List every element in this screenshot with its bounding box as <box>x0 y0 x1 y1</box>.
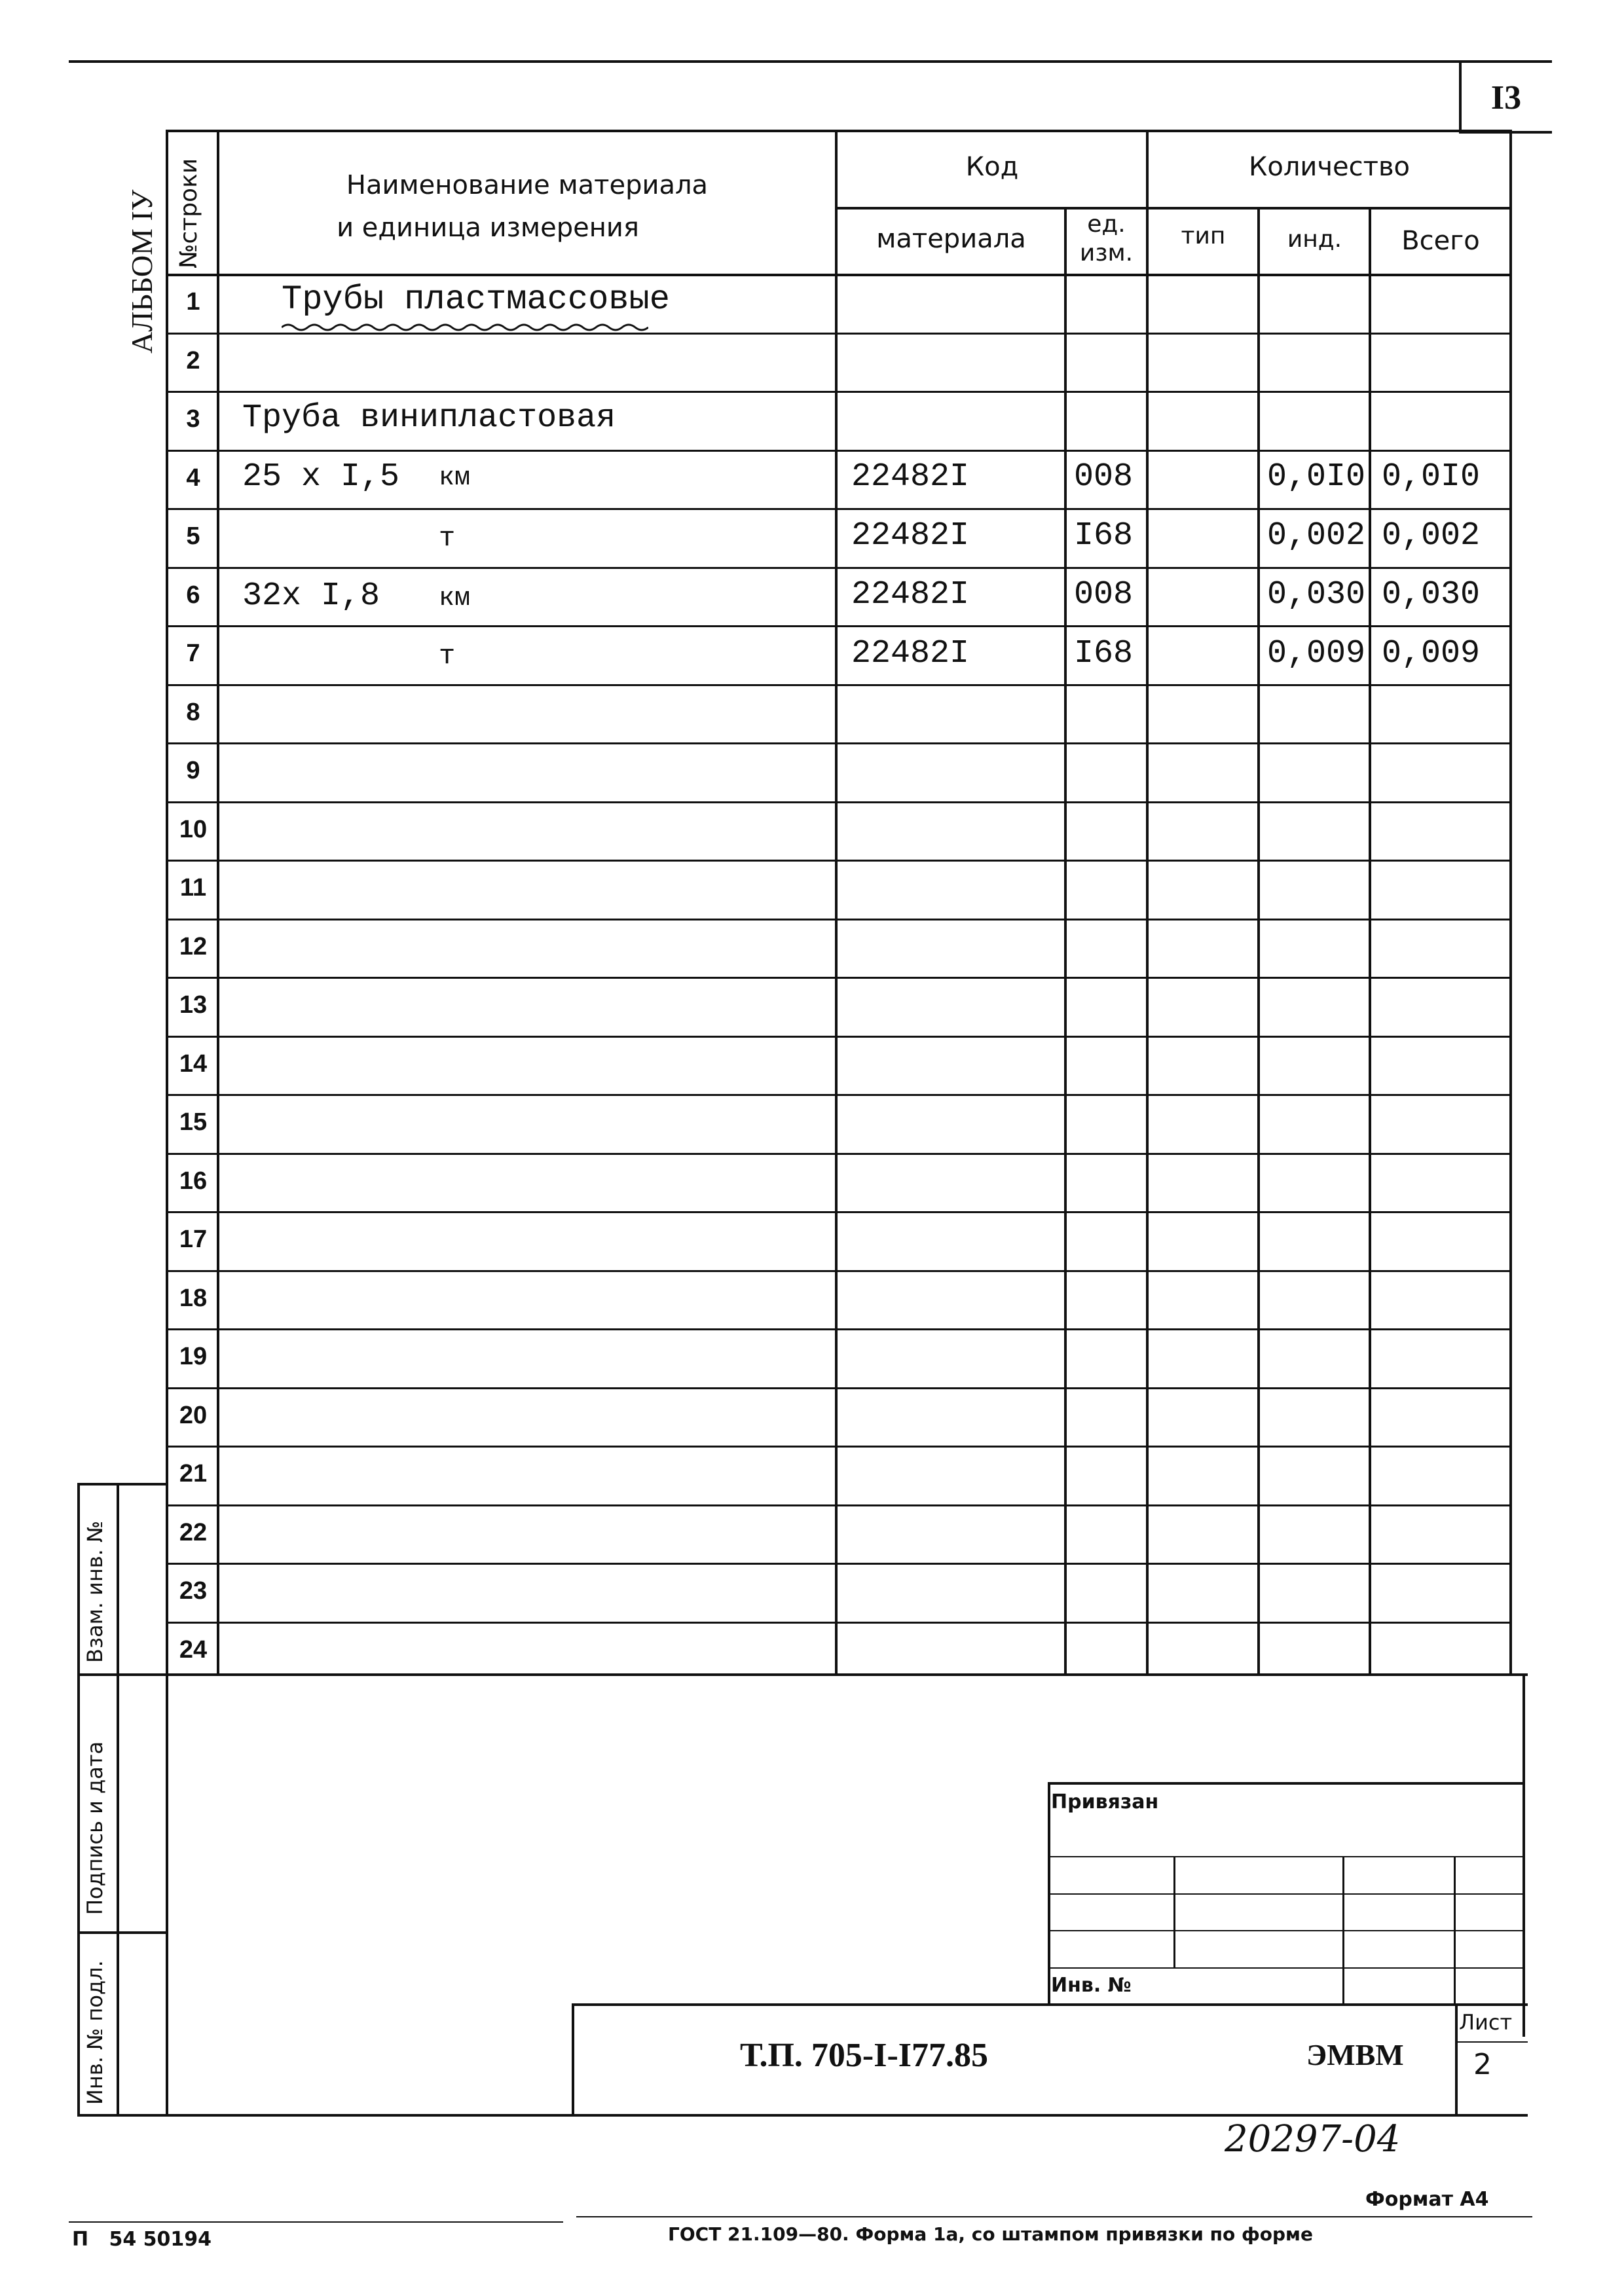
row-number: 20 <box>179 1402 208 1429</box>
margin-strip-mid <box>117 1483 119 2117</box>
list-label: Лист <box>1459 2010 1513 2035</box>
titleblock-left <box>572 2003 574 2117</box>
row-separator <box>166 1446 1512 1448</box>
row-separator <box>166 1094 1512 1096</box>
row-number: 9 <box>186 757 200 784</box>
header-total: Всего <box>1401 226 1480 256</box>
table-border-code-unit <box>1064 208 1067 1673</box>
margin-strip-bottom <box>77 2114 168 2117</box>
row-separator <box>166 1504 1512 1506</box>
row-7-unit: т <box>439 640 456 672</box>
row-4-unit: км <box>439 464 471 493</box>
row-separator <box>166 1211 1512 1213</box>
row-5-total: 0,002 <box>1382 517 1481 555</box>
header-unit-line2: изм. <box>1079 240 1134 266</box>
row-separator <box>166 450 1512 452</box>
row-5-unit: т <box>439 522 456 554</box>
row-number: 6 <box>186 581 200 609</box>
inv-no-label: Инв. № <box>1051 1974 1132 1997</box>
row-separator <box>166 1270 1512 1272</box>
header-name-line1: Наименование материала <box>346 170 709 200</box>
row-separator <box>166 742 1512 744</box>
row-6-code: 22482I <box>851 576 970 613</box>
margin-strip-div1 <box>77 1673 168 1676</box>
row-4-ind: 0,0I0 <box>1267 458 1366 496</box>
row-separator <box>166 508 1512 510</box>
sheet-number: I3 <box>1490 79 1522 117</box>
header-code: Код <box>965 152 1019 182</box>
header-ind: инд. <box>1287 226 1342 253</box>
row-separator <box>166 977 1512 979</box>
row-number: 11 <box>179 874 207 902</box>
row-number: 1 <box>186 288 200 316</box>
row-number: 5 <box>186 522 200 550</box>
sheet-number-box-left <box>1459 60 1462 134</box>
margin-strip-div2 <box>77 1931 168 1934</box>
margin-podpis-data: Подпись и дата <box>83 1741 107 1915</box>
designation: Т.П. 705-I-I77.85 <box>740 2037 989 2074</box>
footer-right: ГОСТ 21.109—80. Форма 1а, со штампом привязки по форме <box>668 2223 1313 2245</box>
row-3-name: Труба винипластовая <box>242 399 616 437</box>
footer-rule-left <box>69 2221 563 2223</box>
row-separator <box>166 1563 1512 1565</box>
row-number: 19 <box>179 1343 208 1370</box>
header-unit-line1: ед. <box>1087 211 1126 238</box>
row-7-ind: 0,009 <box>1267 635 1366 672</box>
list-box-divider <box>1455 2041 1528 2043</box>
row-6-unit: км <box>439 584 471 613</box>
row-number: 17 <box>179 1226 208 1253</box>
margin-strip-top <box>77 1483 168 1485</box>
header-row-no: №строки <box>175 158 202 268</box>
list-box-left <box>1455 2003 1458 2117</box>
row-separator <box>166 625 1512 627</box>
header-bottom <box>166 274 1512 276</box>
row-number: 15 <box>179 1108 208 1136</box>
row-separator <box>166 684 1512 686</box>
row-5-code: 22482I <box>851 517 970 555</box>
header-type: тип <box>1181 223 1226 249</box>
row-number: 23 <box>179 1577 208 1605</box>
lower-right-border <box>1522 1673 1525 2037</box>
row-4-code: 22482I <box>851 458 970 496</box>
list-number: 2 <box>1473 2048 1492 2081</box>
row-number: 8 <box>186 699 200 726</box>
header-name-line2: и единица измерения <box>337 213 639 243</box>
table-bottom <box>166 1673 1528 1676</box>
row-number: 24 <box>179 1636 208 1664</box>
titleblock-bottom <box>166 2114 1528 2117</box>
row-separator <box>166 333 1512 335</box>
titleblock-top <box>572 2003 1528 2006</box>
row-5-ind: 0,002 <box>1267 517 1366 555</box>
row-number: 10 <box>179 816 208 843</box>
row-separator <box>166 919 1512 920</box>
format-label: Формат А4 <box>1365 2188 1489 2211</box>
row-1-wavy-underline <box>282 322 648 333</box>
row-separator <box>166 1153 1512 1155</box>
table-border-left <box>166 130 168 2117</box>
row-6-eu: 008 <box>1074 576 1134 613</box>
table-border-type-ind <box>1257 208 1260 1673</box>
table-border-unit-type <box>1146 130 1149 1673</box>
table-border-ind-total <box>1369 208 1371 1673</box>
album-label: АЛЬБОМ IУ <box>125 189 158 354</box>
row-number: 14 <box>179 1050 208 1078</box>
table-border-name <box>835 130 838 1673</box>
row-separator <box>166 801 1512 803</box>
privyazan-top <box>1048 1782 1525 1785</box>
row-number: 22 <box>179 1519 208 1546</box>
margin-strip-left <box>77 1483 80 2117</box>
row-4-total: 0,0I0 <box>1382 458 1481 496</box>
row-separator <box>166 860 1512 862</box>
row-separator <box>166 1387 1512 1389</box>
row-7-code: 22482I <box>851 635 970 672</box>
header-material: материала <box>876 224 1026 254</box>
row-7-total: 0,009 <box>1382 635 1481 672</box>
row-number: 4 <box>186 464 200 492</box>
handwritten-number: 20297-04 <box>1225 2118 1401 2160</box>
row-separator <box>166 1036 1512 1038</box>
row-number: 2 <box>186 347 200 374</box>
margin-inv-podl: Инв. № подл. <box>83 1960 107 2105</box>
footer-rule-right <box>576 2216 1532 2217</box>
top-rule <box>69 60 1552 63</box>
row-separator <box>166 391 1512 393</box>
row-number: 12 <box>179 933 208 960</box>
row-4-eu: 008 <box>1074 458 1134 496</box>
header-quantity: Количество <box>1248 152 1410 182</box>
row-number: 21 <box>179 1460 208 1487</box>
header-top <box>166 130 1512 132</box>
row-1-name: Трубы пластмассовые <box>282 280 670 319</box>
margin-vzam-inv: Взам. инв. № <box>83 1520 107 1663</box>
row-4-name: 25 x I,5 <box>242 458 400 496</box>
row-number: 16 <box>179 1167 208 1195</box>
row-5-eu: I68 <box>1074 517 1134 555</box>
footer-left: П 54 50194 <box>72 2228 212 2251</box>
privyazan-col3 <box>1454 1856 1456 2005</box>
row-number: 7 <box>186 640 200 667</box>
row-separator <box>166 1622 1512 1624</box>
row-separator <box>166 1328 1512 1330</box>
row-number: 13 <box>179 991 208 1019</box>
privyazan-label: Привязан <box>1051 1791 1159 1813</box>
row-7-eu: I68 <box>1074 635 1134 672</box>
row-number: 3 <box>186 405 200 433</box>
row-6-ind: 0,030 <box>1267 576 1366 613</box>
row-number: 18 <box>179 1285 208 1312</box>
row-separator <box>166 567 1512 569</box>
privyazan-col2 <box>1342 1856 1344 2005</box>
header-mid <box>835 207 1512 210</box>
row-6-total: 0,030 <box>1382 576 1481 613</box>
privyazan-col1 <box>1173 1856 1175 1967</box>
row-6-name: 32x I,8 <box>242 577 380 615</box>
document-code: ЭМВМ <box>1306 2038 1404 2071</box>
table-border-right <box>1509 130 1512 1673</box>
